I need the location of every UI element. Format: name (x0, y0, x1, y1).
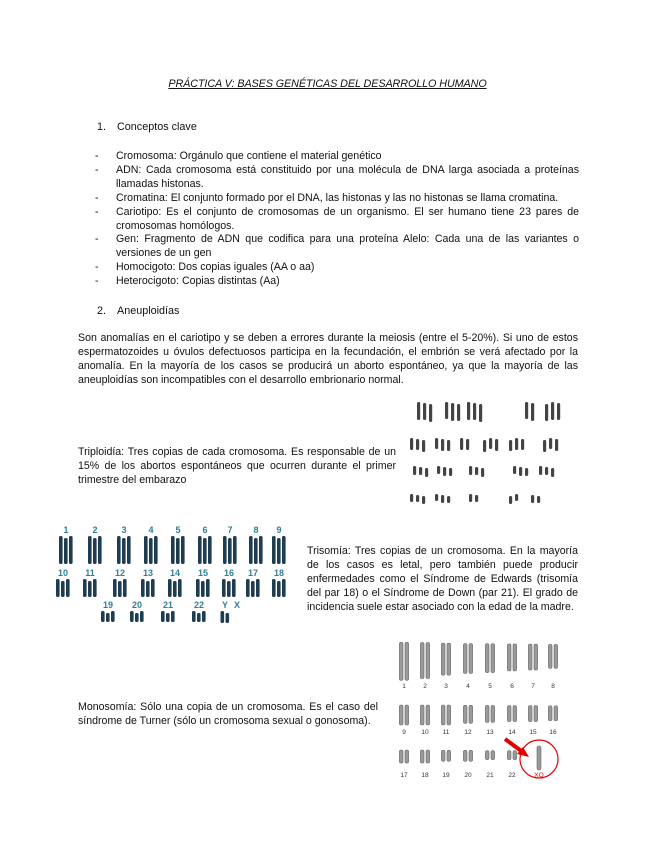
chromosome-number-label: 2 (423, 683, 427, 690)
trisomy-chromosome (256, 579, 260, 597)
monosomy-chromosome (528, 706, 532, 722)
triploidy-chromosome (515, 494, 518, 501)
trisomy-chromosome (221, 611, 225, 623)
triploidy-chromosome (555, 439, 558, 451)
trisomy-chromosome (277, 538, 281, 564)
triploidy-chromosome (557, 403, 560, 420)
chromosome-number-label: 3 (121, 525, 127, 535)
trisomy-chromosome (208, 536, 212, 564)
trisomy-chromosome (222, 579, 226, 597)
definition-item: - Cromatina: El conjunto formado por el DNA, las histonas y las no histonas se llama cromatina. (95, 192, 579, 206)
monosomy-chromosome (441, 750, 445, 761)
chromosome-number-label: 20 (464, 772, 472, 779)
chromosome-number-label: 16 (549, 729, 557, 736)
chromosome-number-label: Y (221, 600, 229, 610)
chromosome-number-label: 10 (421, 729, 429, 736)
chromosome-number-label: 8 (253, 525, 259, 535)
triploidy-chromosome (509, 496, 512, 504)
triploidy-chromosome (435, 438, 438, 449)
trisomy-chromosome (202, 611, 206, 622)
triploidy-chromosome (417, 402, 420, 420)
triploidy-chromosome (483, 440, 486, 452)
trisomy-chromosome (232, 579, 236, 597)
trisomy-chromosome (69, 536, 73, 564)
trisomy-chromosome (171, 536, 175, 564)
triploidy-chromosome (416, 439, 419, 450)
trisomy-chromosome (192, 611, 196, 622)
chromosome-number-label: 13 (486, 729, 494, 736)
monosomy-chromosome (534, 644, 538, 670)
trisomy-chromosome (259, 536, 263, 564)
chromosome-number-label: 1 (63, 525, 69, 535)
trisomy-chromosome (117, 536, 121, 564)
chromosome-number-label: 9 (402, 729, 406, 736)
monosomy-chromosome (463, 750, 467, 761)
triploidy-chromosome (413, 466, 416, 475)
trisomy-chromosome (144, 536, 148, 564)
triploidy-chromosome (549, 438, 552, 449)
chromosome-number-label: 22 (193, 600, 205, 610)
triploidy-chromosome (473, 403, 476, 420)
triploidy-chromosome (443, 467, 446, 476)
monosomy-chromosome (485, 644, 489, 673)
triploidy-chromosome (435, 494, 438, 501)
chromosome-number-label: 15 (197, 568, 209, 578)
triploidy-karyotype-image (405, 396, 580, 514)
triploidy-chromosome (466, 439, 469, 450)
trisomy-chromosome (98, 536, 102, 564)
trisomy-karyotype-image (55, 522, 303, 626)
definition-item: - Gen: Fragmento de ADN que codifica para una proteína Alelo: Cada una de las variantes o versiones de un gen (95, 233, 579, 261)
triploidy-chromosome (489, 438, 492, 449)
trisomy-chromosome (64, 538, 68, 564)
triploidy-chromosome (469, 494, 472, 502)
chromosome-number-label: XO (534, 772, 544, 779)
triploidy-chromosome (525, 468, 528, 476)
trisomy-chromosome (59, 536, 63, 564)
monosomy-chromosome (463, 644, 467, 674)
section-1-number: 1. (97, 121, 107, 133)
monosomy-chromosome (447, 705, 451, 725)
trisomy-chromosome (197, 613, 201, 622)
monosomy-chromosome (485, 751, 489, 760)
trisomy-chromosome (122, 538, 126, 564)
trisomy-chromosome (101, 611, 105, 622)
trisomy-chromosome (123, 579, 127, 597)
section-2-number: 2. (97, 305, 107, 317)
chromosome-number-label: 18 (421, 772, 429, 779)
triploidy-chromosome (551, 468, 554, 477)
chromosome-number-label: 18 (273, 568, 285, 578)
monosomy-chromosome (399, 705, 403, 725)
trisomy-chromosome (246, 579, 250, 597)
monosomy-chromosome (548, 706, 552, 721)
chromosome-number-label: X (233, 600, 241, 610)
trisomy-chromosome (106, 613, 110, 622)
monosomy-chromosome (507, 706, 511, 722)
triploidy-chromosome (416, 495, 419, 502)
trisomy-chromosome (146, 581, 150, 597)
monosomy-chromosome (491, 705, 495, 722)
definition-item: - Heterocigoto: Copias distintas (Aa) (95, 275, 579, 289)
monosomy-chromosome (405, 642, 409, 680)
section-1-title: Conceptos clave (117, 121, 197, 133)
triploidy-chromosome (422, 440, 425, 452)
chromosome-number-label: 17 (400, 772, 408, 779)
chromosome-number-label: 11 (442, 729, 450, 736)
monosomy-chromosome (513, 644, 517, 671)
triploidy-chromosome (475, 495, 478, 502)
trisomy-chromosome (111, 611, 115, 622)
triploidy-chromosome (447, 496, 450, 503)
trisomy-chromosome (201, 581, 205, 597)
x-chromosome (537, 746, 541, 770)
chromosome-number-label: 9 (276, 525, 282, 535)
aneuploidy-intro: Son anomalías en el cariotipo y se deben a errores durante la meiosis (entre el 5-20%). Si uno de estos espermatozoides u óvulos defectuosos participa en la fecundación, el embrión se verá afectado por la anomalía. En la mayoría de los casos se producirá un aborto espontáneo, ya que la mayoría de las aneuploidías son incompatibles con el desarrollo embrionario normal. (78, 332, 578, 386)
chromosome-number-label: 14 (169, 568, 181, 578)
chromosome-number-label: 12 (464, 729, 472, 736)
monosomy-chromosome (447, 750, 451, 761)
triploidy-chromosome (531, 403, 534, 421)
trisomy-chromosome (141, 579, 145, 597)
trisomy-chromosome (254, 538, 258, 564)
page-title: PRÁCTICA V: BASES GENÉTICAS DEL DESARROLLO HUMANO (168, 78, 487, 90)
monosomy-chromosome (554, 644, 558, 668)
monosomy-chromosome (469, 750, 473, 761)
monosomy-chromosome (447, 643, 451, 675)
trisomy-chromosome (88, 581, 92, 597)
triploidy-chromosome (419, 467, 422, 475)
triploidy-chromosome (539, 466, 542, 475)
trisomy-chromosome (151, 579, 155, 597)
trisomy-chromosome (113, 579, 117, 597)
triploidy-chromosome (519, 467, 522, 476)
trisomy-chromosome (88, 536, 92, 564)
triploidy-chromosome (513, 466, 516, 474)
triploidy-chromosome (451, 403, 454, 421)
trisomy-chromosome (127, 536, 131, 564)
monosomy-chromosome (420, 705, 424, 725)
monosomy-chromosome (399, 750, 403, 763)
section-1-heading (97, 121, 197, 133)
monosomy-chromosome (399, 642, 403, 680)
triploidy-chromosome (429, 404, 432, 422)
definitions-list (95, 150, 579, 289)
triploidy-text: Triploidía: Tres copias de cada cromosoma. Es responsable de un 15% de los abortos espontáneos que ocurren durante el primer trimestre del embarazo (78, 446, 396, 486)
monosomy-chromosome (441, 705, 445, 725)
triploidy-chromosome (422, 496, 425, 504)
trisomy-chromosome (173, 581, 177, 597)
triploidy-chromosome (441, 495, 444, 503)
chromosome-number-label: 5 (175, 525, 181, 535)
trisomy-chromosome (149, 538, 153, 564)
triploidy-chromosome (437, 466, 440, 474)
monosomy-chromosome (405, 750, 409, 763)
chromosome-number-label: 6 (202, 525, 208, 535)
trisomy-chromosome (198, 536, 202, 564)
chromosome-number-label: 22 (508, 772, 516, 779)
monosomy-chromosome (485, 705, 489, 722)
triploidy-chromosome (457, 404, 460, 421)
definition-item: - ADN: Cada cromosoma está constituido por una molécula de DNA larga asociada a proteínas llamadas histonas. (95, 164, 579, 192)
monosomy-chromosome (491, 751, 495, 760)
trisomy-chromosome (140, 611, 144, 622)
trisomy-chromosome (93, 579, 97, 597)
trisomy-chromosome (277, 581, 281, 597)
chromosome-number-label: 6 (510, 683, 514, 690)
trisomy-chromosome (66, 579, 70, 597)
monosomy-chromosome (441, 643, 445, 675)
trisomy-text: Trisomía: Tres copias de un cromosoma. En la mayoría de los casos es letal, pero también puede producir enfermedades como el Síndrome de Edwards (trisomía del par 18) o el Síndrome de Down (par 21). El grado de incidencia suele estar asociado con la edad de la madre. (307, 545, 578, 613)
trisomy-chromosome (154, 536, 158, 564)
trisomy-chromosome (251, 581, 255, 597)
trisomy-chromosome (171, 611, 175, 622)
trisomy-chromosome (61, 581, 65, 597)
section-2-heading (97, 305, 179, 317)
trisomy-chromosome (233, 536, 237, 564)
chromosome-number-label: 7 (227, 525, 233, 535)
chromosome-number-label: 13 (142, 568, 154, 578)
trisomy-chromosome (181, 536, 185, 564)
definition-item: - Cariotipo: Es el conjunto de cromosomas de un organismo. El ser humano tiene 23 pares de cromosomas homólogos. (95, 206, 579, 234)
trisomy-chromosome (228, 538, 232, 564)
triploidy-chromosome (469, 466, 472, 475)
triploidy-chromosome (447, 440, 450, 451)
monosomy-chromosome (513, 751, 517, 760)
trisomy-chromosome (206, 579, 210, 597)
chromosome-number-label: 15 (529, 729, 537, 736)
triploidy-chromosome (543, 440, 546, 452)
chromosome-number-label: 17 (247, 568, 259, 578)
trisomy-chromosome (168, 579, 172, 597)
triploidy-chromosome (551, 402, 554, 420)
chromosome-number-label: 1 (402, 683, 406, 690)
chromosome-number-label: 2 (92, 525, 98, 535)
trisomy-chromosome (135, 613, 139, 622)
monosomy-chromosome (507, 644, 511, 671)
chromosome-number-label: 10 (57, 568, 69, 578)
trisomy-chromosome (226, 613, 230, 623)
trisomy-chromosome (249, 536, 253, 564)
triploidy-chromosome (531, 495, 534, 503)
triploidy-chromosome (445, 402, 448, 419)
triploidy-chromosome (475, 467, 478, 475)
monosomy-chromosome (548, 644, 552, 668)
chromosome-number-label: 21 (162, 600, 174, 610)
trisomy-chromosome (176, 538, 180, 564)
monosomy-chromosome (507, 751, 511, 760)
trisomy-chromosome (83, 579, 87, 597)
chromosome-number-label: 4 (148, 525, 154, 535)
triploidy-chromosome (441, 439, 444, 451)
trisomy-chromosome (272, 579, 276, 597)
chromosome-number-label: 11 (85, 568, 95, 578)
triploidy-chromosome (525, 402, 528, 419)
monosomy-chromosome (469, 644, 473, 674)
trisomy-chromosome (223, 536, 227, 564)
chromosome-number-label: 20 (131, 600, 143, 610)
monosomy-chromosome (420, 750, 424, 763)
chromosome-number-label: 14 (508, 729, 516, 736)
chromosome-number-label: 7 (531, 683, 535, 690)
trisomy-chromosome (130, 611, 134, 622)
definition-item: - Cromosoma: Orgánulo que contiene el material genético (95, 150, 579, 164)
chromosome-number-label: 3 (444, 683, 448, 690)
triploidy-chromosome (425, 468, 428, 477)
chromosome-number-label: 8 (551, 683, 555, 690)
monosomy-chromosome (534, 706, 538, 722)
chromosome-number-label: 5 (488, 683, 492, 690)
chromosome-number-label: 21 (486, 772, 494, 779)
trisomy-chromosome (166, 613, 170, 622)
trisomy-chromosome (272, 536, 276, 564)
monosomy-chromosome (491, 644, 495, 673)
trisomy-chromosome (178, 579, 182, 597)
monosomy-chromosome (420, 643, 424, 679)
triploidy-chromosome (449, 468, 452, 476)
triploidy-chromosome (479, 404, 482, 422)
chromosome-number-label: 19 (442, 772, 450, 779)
monosomy-chromosome (405, 705, 409, 725)
chromosome-number-label: 16 (223, 568, 235, 578)
triploidy-chromosome (467, 402, 470, 420)
triploidy-chromosome (410, 494, 413, 502)
triploidy-chromosome (521, 439, 524, 450)
triploidy-chromosome (495, 439, 498, 451)
chromosome-number-label: 12 (114, 568, 126, 578)
trisomy-chromosome (118, 581, 122, 597)
triploidy-chromosome (545, 467, 548, 475)
triploidy-chromosome (460, 438, 463, 450)
section-2-title: Aneuploidías (117, 305, 180, 317)
monosomy-chromosome (513, 706, 517, 722)
monosomy-chromosome (426, 705, 430, 725)
monosomy-karyotype-image (392, 636, 582, 782)
trisomy-chromosome (282, 536, 286, 564)
triploidy-chromosome (515, 438, 518, 450)
monosomy-chromosome (554, 706, 558, 721)
triploidy-chromosome (509, 440, 512, 451)
definition-item: - Homocigoto: Dos copias iguales (AA o aa) (95, 261, 579, 275)
trisomy-chromosome (203, 538, 207, 564)
triploidy-chromosome (410, 438, 413, 450)
trisomy-chromosome (282, 579, 286, 597)
trisomy-chromosome (227, 581, 231, 597)
monosomy-text: Monosomía: Sólo una copia de un cromosoma. Es el caso del síndrome de Turner (sólo un cromosoma sexual o gonosoma). (78, 701, 378, 727)
trisomy-chromosome (93, 538, 97, 564)
monosomy-chromosome (426, 643, 430, 679)
triploidy-chromosome (545, 404, 548, 421)
triploidy-chromosome (423, 403, 426, 420)
triploidy-chromosome (481, 468, 484, 477)
chromosome-number-label: 19 (102, 600, 114, 610)
triploidy-chromosome (537, 496, 540, 503)
trisomy-chromosome (196, 579, 200, 597)
monosomy-chromosome (426, 750, 430, 763)
chromosome-number-label: 4 (466, 683, 470, 690)
trisomy-chromosome (56, 579, 60, 597)
trisomy-chromosome (161, 611, 165, 622)
monosomy-chromosome (469, 705, 473, 723)
monosomy-chromosome (463, 705, 467, 723)
monosomy-chromosome (528, 644, 532, 670)
